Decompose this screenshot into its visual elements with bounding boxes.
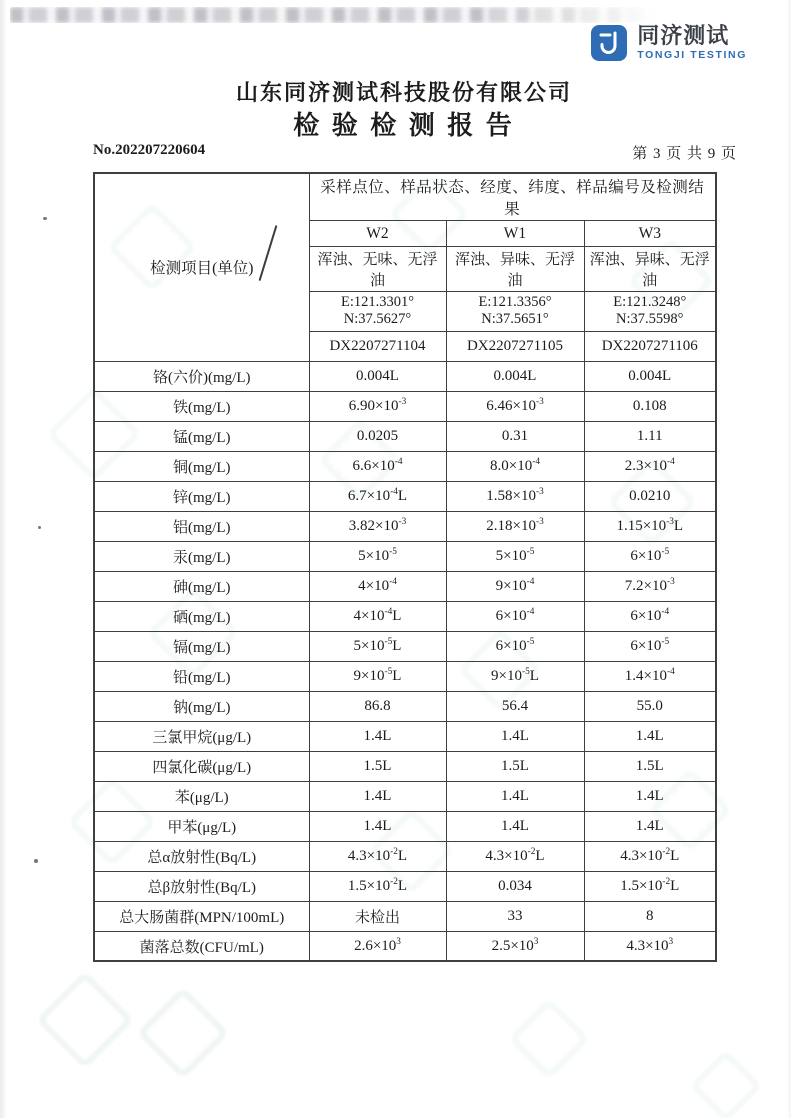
table-row: [94, 661, 716, 691]
sample-code: DX2207271106: [584, 331, 716, 361]
tongji-testing-logo: [590, 24, 747, 62]
sample-status: 浑浊、异味、无浮油: [584, 247, 716, 292]
table-row: [94, 751, 716, 781]
result-value: $5\times 10^{-5}L$: [309, 631, 446, 661]
table-row: [94, 421, 716, 451]
watermark-flower: [36, 971, 135, 1070]
result-value: $4.3\times 10^3$: [584, 931, 716, 961]
parameter-name: 菌落总数(CFU/mL): [94, 931, 309, 961]
longitude: E:121.3356°: [478, 294, 552, 310]
page-indicator: 第 3 页 共 9 页: [632, 146, 737, 162]
parameter-name: 硒(mg/L): [94, 601, 309, 631]
watermark-diamond: [508, 998, 590, 1080]
result-value: $5\times 10^{-5}$: [309, 541, 446, 571]
result-value: 8: [584, 901, 716, 931]
sample-coordinates: [309, 292, 446, 332]
parameter-name: 锰(mg/L): [94, 421, 309, 451]
result-value: $1.15\times 10^{-3}L$: [584, 511, 716, 541]
table-row: [94, 901, 716, 931]
table-row: [94, 451, 716, 481]
results-body: [94, 361, 716, 961]
result-value: $6\times 10^{-4}$: [584, 601, 716, 631]
result-value: $2.3\times 10^{-4}$: [584, 451, 716, 481]
result-value: $6\times 10^{-5}$: [584, 541, 716, 571]
result-value: $6.6\times 10^{-4}$: [309, 451, 446, 481]
result-value: 1.4L: [584, 721, 716, 751]
result-value: 1.4L: [446, 721, 584, 751]
result-value: 55.0: [584, 691, 716, 721]
result-value: $2.5\times 10^3$: [446, 931, 584, 961]
latitude: N:37.5627°: [343, 311, 412, 328]
result-value: 1.5L: [584, 751, 716, 781]
parameter-name: 四氯化碳(μg/L): [94, 751, 309, 781]
logo-text-en: TONGJI TESTING: [637, 49, 747, 62]
result-value: $9\times 10^{-5}L$: [309, 661, 446, 691]
parameter-name: 汞(mg/L): [94, 541, 309, 571]
result-value: $1.58\times 10^{-3}$: [446, 481, 584, 511]
sample-code: DX2207271105: [446, 331, 584, 361]
table-row: [94, 931, 716, 961]
table-row: [94, 481, 716, 511]
parameter-name: 钠(mg/L): [94, 691, 309, 721]
watermark-flower: [136, 986, 229, 1079]
table-row: [94, 541, 716, 571]
result-value: $4.3\times 10^{-2}L$: [309, 841, 446, 871]
parameter-name: 铝(mg/L): [94, 511, 309, 541]
sample-id: W1: [446, 221, 584, 247]
parameter-name: 苯(μg/L): [94, 781, 309, 811]
parameter-name: 砷(mg/L): [94, 571, 309, 601]
result-value: 1.5L: [446, 751, 584, 781]
result-value: $4.3\times 10^{-2}L$: [584, 841, 716, 871]
table-row: [94, 721, 716, 751]
result-value: $3.82\times 10^{-3}$: [309, 511, 446, 541]
result-value: $6.7\times 10^{-4}L$: [309, 481, 446, 511]
latitude: N:37.5651°: [481, 311, 549, 328]
result-value: $1.4\times 10^{-4}$: [584, 661, 716, 691]
result-value: 1.4L: [309, 781, 446, 811]
result-value: 33: [446, 901, 584, 931]
table-row: [94, 781, 716, 811]
watermark-diamond: [689, 1049, 763, 1118]
parameter-name: 总β放射性(Bq/L): [94, 871, 309, 901]
result-value: $4\times 10^{-4}$: [309, 571, 446, 601]
span-header-row: [94, 173, 716, 221]
span-header: 采样点位、样品状态、经度、纬度、样品编号及检测结果: [309, 173, 716, 221]
corner-label: 检测项目(单位): [150, 260, 254, 278]
parameter-name: 铅(mg/L): [94, 661, 309, 691]
scan-speck: [34, 859, 38, 863]
result-value: $1.5\times 10^{-2}L$: [309, 871, 446, 901]
sample-status: 浑浊、无味、无浮油: [309, 247, 446, 292]
result-value: $8.0\times 10^{-4}$: [446, 451, 584, 481]
result-value: 未检出: [309, 901, 446, 931]
result-value: 0.004L: [446, 361, 584, 391]
result-value: 1.5L: [309, 751, 446, 781]
scan-artifact-band: [10, 7, 658, 23]
tongji-logo-icon: [590, 24, 628, 62]
logo-text-cn: 同济测试: [637, 23, 730, 49]
sample-id: W3: [584, 221, 716, 247]
result-value: 0.034: [446, 871, 584, 901]
sample-coordinates: [584, 292, 716, 332]
longitude: E:121.3301°: [340, 294, 415, 310]
result-value: $6.46\times 10^{-3}$: [446, 391, 584, 421]
parameter-name: 总α放射性(Bq/L): [94, 841, 309, 871]
table-row: [94, 571, 716, 601]
parameter-name: 铬(六价)(mg/L): [94, 361, 309, 391]
result-value: 0.004L: [309, 361, 446, 391]
report-number: No.202207220604: [93, 142, 206, 158]
result-value: $9\times 10^{-4}$: [446, 571, 584, 601]
corner-cell: [94, 173, 309, 361]
logo-text: [637, 25, 747, 61]
result-value: 0.0210: [584, 481, 716, 511]
parameter-name: 铁(mg/L): [94, 391, 309, 421]
result-value: 86.8: [309, 691, 446, 721]
sample-id: W2: [309, 221, 446, 247]
table-row: [94, 841, 716, 871]
table-row: [94, 691, 716, 721]
longitude: E:121.3248°: [613, 294, 687, 310]
result-value: $5\times 10^{-5}$: [446, 541, 584, 571]
result-value: 1.4L: [309, 811, 446, 841]
result-value: 1.4L: [584, 781, 716, 811]
result-value: $9\times 10^{-5}L$: [446, 661, 584, 691]
result-value: $6.90\times 10^{-3}$: [309, 391, 446, 421]
meta-row: [93, 142, 737, 163]
parameter-name: 甲苯(μg/L): [94, 811, 309, 841]
parameter-name: 铜(mg/L): [94, 451, 309, 481]
result-value: $6\times 10^{-5}$: [584, 631, 716, 661]
result-value: 1.4L: [309, 721, 446, 751]
result-value: $6\times 10^{-5}$: [446, 631, 584, 661]
table-row: [94, 871, 716, 901]
parameter-name: 三氯甲烷(μg/L): [94, 721, 309, 751]
table-row: [94, 391, 716, 421]
table-row: [94, 601, 716, 631]
result-value: 0.004L: [584, 361, 716, 391]
results-table: [93, 172, 717, 962]
result-value: 0.108: [584, 391, 716, 421]
result-value: $4.3\times 10^{-2}L$: [446, 841, 584, 871]
result-value: 1.11: [584, 421, 716, 451]
parameter-name: 总大肠菌群(MPN/100mL): [94, 901, 309, 931]
result-value: $7.2\times 10^{-3}$: [584, 571, 716, 601]
result-value: 0.0205: [309, 421, 446, 451]
scan-speck: [43, 217, 47, 220]
scan-speck: [38, 526, 41, 529]
result-value: 1.4L: [446, 781, 584, 811]
parameter-name: 镉(mg/L): [94, 631, 309, 661]
sample-coordinates: [446, 292, 584, 332]
parameter-name: 锌(mg/L): [94, 481, 309, 511]
result-value: $2.18\times 10^{-3}$: [446, 511, 584, 541]
sample-status: 浑浊、异味、无浮油: [446, 247, 584, 292]
table-row: [94, 511, 716, 541]
table-row: [94, 811, 716, 841]
company-name: 山东同济测试科技股份有限公司: [235, 80, 572, 105]
latitude: N:37.5598°: [616, 311, 684, 328]
diagonal-slash-mark: [259, 225, 277, 281]
sample-code: DX2207271104: [309, 331, 446, 361]
result-value: $1.5\times 10^{-2}L$: [584, 871, 716, 901]
result-value: $6\times 10^{-4}$: [446, 601, 584, 631]
table-row: [94, 361, 716, 391]
report-title: 检 验 检 测 报 告: [293, 111, 515, 140]
table-row: [94, 631, 716, 661]
result-value: 0.31: [446, 421, 584, 451]
result-value: $2.6\times 10^3$: [309, 931, 446, 961]
result-value: 56.4: [446, 691, 584, 721]
result-value: 1.4L: [584, 811, 716, 841]
result-value: 1.4L: [446, 811, 584, 841]
result-value: $4\times 10^{-4}L$: [309, 601, 446, 631]
